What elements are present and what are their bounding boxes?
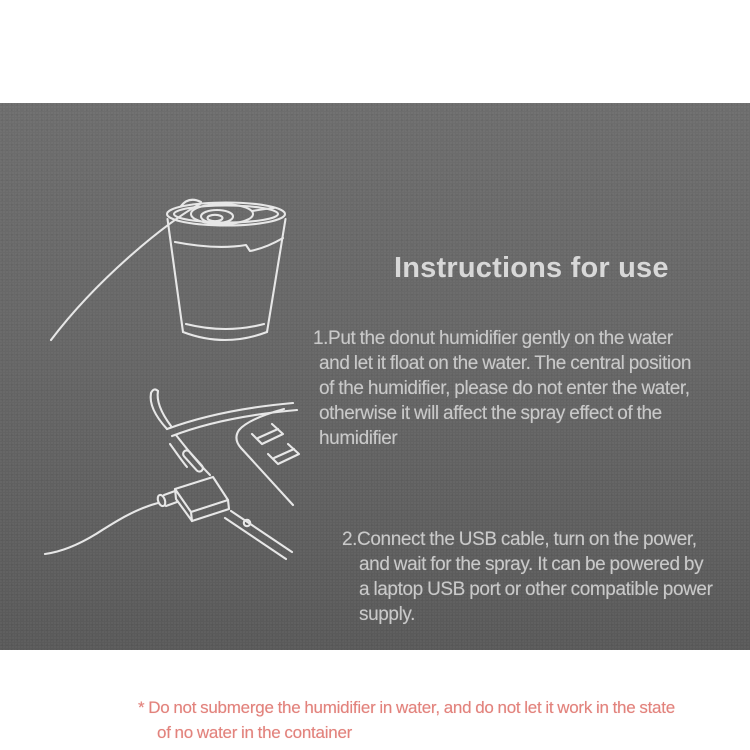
instruction-card [0, 103, 750, 742]
step-2-line-4: supply. [359, 604, 415, 625]
step-1-line-5: humidifier [319, 428, 398, 449]
cup-rim-inner [174, 206, 278, 223]
donut-outer [191, 204, 253, 224]
step-2-text-1: Connect the USB cable, turn on the power, [357, 529, 697, 550]
water-line [175, 238, 283, 251]
usb-plug-top-face [175, 477, 228, 512]
cup-cable [51, 204, 200, 340]
step-2-line-1 [342, 527, 713, 552]
cup-illustration [51, 200, 286, 340]
step-1-line-4: otherwise it will affect the spray effect of the [319, 403, 662, 424]
step-1-text-1: Put the donut humidifier gently on the water [328, 328, 673, 349]
laptop-illustration [45, 389, 299, 559]
step-2-number: 2. [342, 529, 358, 550]
step-1-line-2: and let it float on the water. The central position [319, 353, 692, 374]
step-2 [342, 527, 713, 627]
warning-note [138, 695, 675, 745]
cup-base-ring [186, 324, 264, 329]
step-1 [313, 326, 691, 451]
usb-plug-neck-b [166, 502, 177, 506]
laptop-deck-edge [236, 409, 293, 505]
step-2-line-2: and wait for the spray. It can be powered by [359, 554, 704, 575]
cup-wall-left [168, 219, 184, 332]
laptop-bottom-right-b [225, 518, 286, 559]
step-1-line-3: of the humidifier, please do not enter the water, [319, 378, 690, 399]
cup-wall-right [267, 219, 286, 332]
laptop-hinge-line-b [172, 410, 297, 436]
warning-line-2: of no water in the container [157, 723, 353, 742]
usb-cable [45, 503, 158, 554]
usb-plug-collar [156, 494, 166, 507]
step-1-line-1 [313, 326, 691, 351]
step-2-line-3: a laptop USB port or other compatible power [359, 579, 713, 600]
usb-plug-neck-a [164, 491, 175, 495]
laptop-bottom-right-a [231, 511, 292, 552]
keyboard-keys [252, 424, 299, 464]
step-1-number: 1. [313, 328, 329, 349]
usb-plug [156, 477, 229, 521]
usb-port-slot [182, 449, 205, 473]
donut-hole [208, 215, 223, 221]
page-title: Instructions for use [394, 252, 669, 284]
cup-bottom [183, 332, 267, 340]
warning-line-1: * Do not submerge the humidifier in water, and do not let it work in the state [138, 698, 675, 717]
